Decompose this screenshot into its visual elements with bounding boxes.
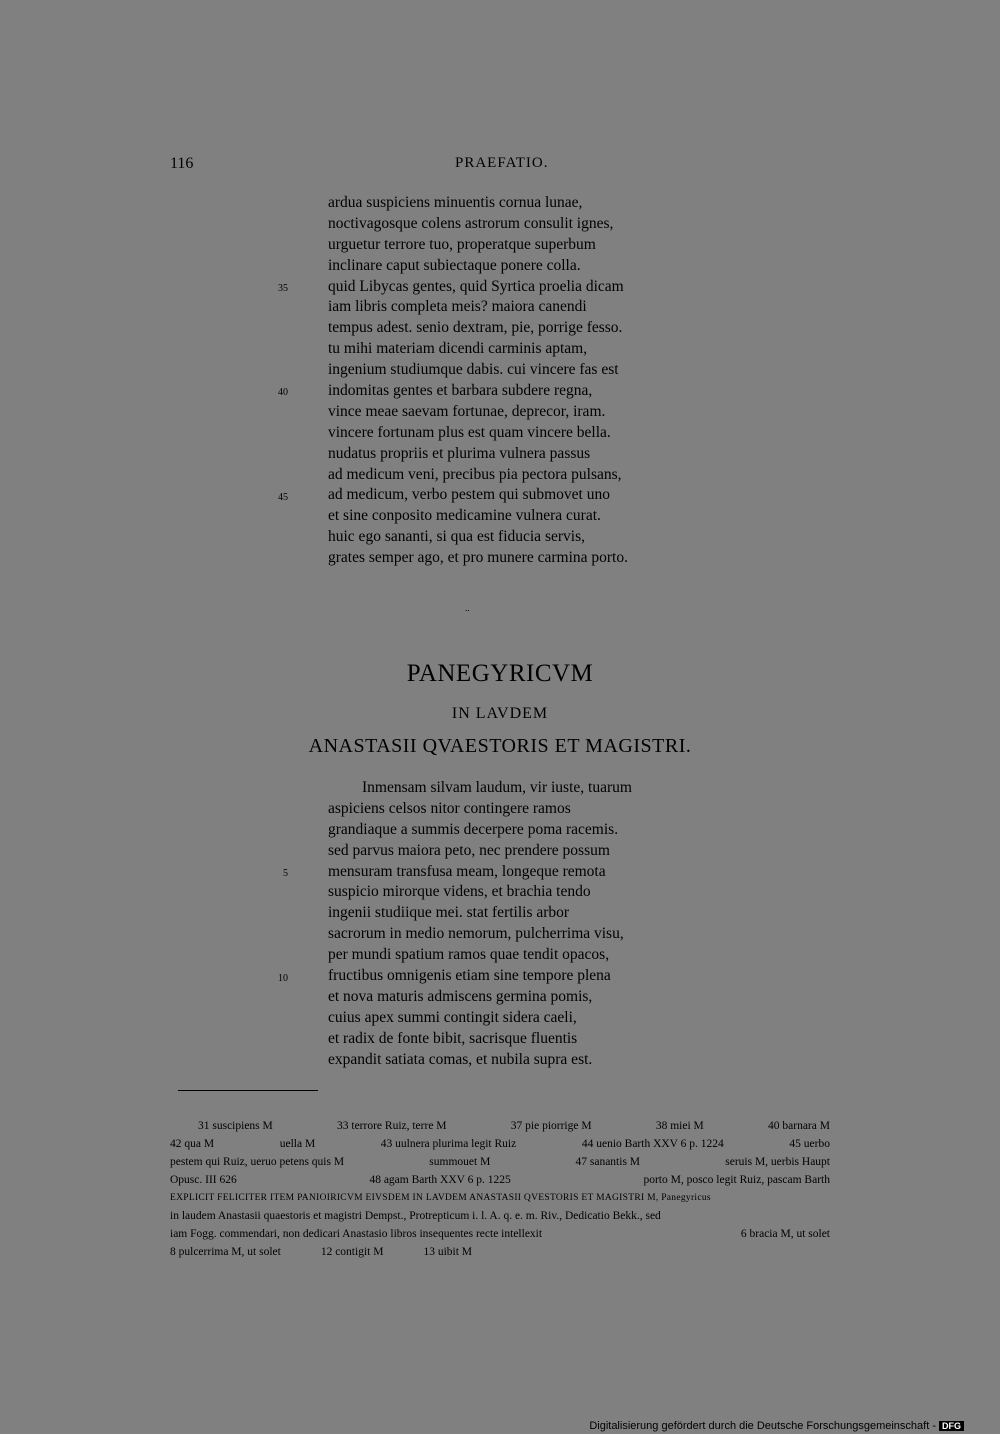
poem-line: sacrorum in medio nemorum, pulcherrima visu, [328, 925, 624, 943]
apparatus-note: 43 uulnera plurima legit Ruiz [380, 1138, 517, 1150]
verse-line: vincere fortunam plus est quam vincere bella. [328, 423, 611, 441]
line-number: 35 [278, 283, 288, 294]
apparatus-note: summouet M [429, 1156, 491, 1168]
verse-line: urguetur terrore tuo, properatque superbum [328, 235, 596, 253]
apparatus-note: 6 bracia M, ut solet [740, 1228, 830, 1240]
apparatus-note: 40 barnara M [768, 1120, 830, 1132]
apparatus-note: in laudem Anastasii quaestoris et magistri Dempst., Protrepticum i. l. A. q. e. m. Riv., Dedicatio Bekk., sed [170, 1210, 661, 1222]
apparatus-note: Opusc. III 626 [170, 1174, 237, 1186]
apparatus-note: 37 pie piorrige M [510, 1120, 592, 1132]
section-subtitle: IN LAVDEM [451, 705, 549, 722]
poem-line: suspicio mirorque videns, et brachia tendo [328, 883, 591, 901]
poem-line: fructibus omnigenis etiam sine tempore plena [328, 967, 611, 985]
verse-line: inclinare caput subiectaque ponere colla. [328, 256, 581, 274]
poem-line: et nova maturis admiscens germina pomis, [328, 987, 593, 1005]
verse-line: tempus adest. senio dextram, pie, porrige fesso. [328, 319, 623, 337]
apparatus-note: 44 uenio Barth XXV 6 p. 1224 [581, 1138, 724, 1150]
poem-line: sed parvus maiora peto, nec prendere possum [328, 841, 610, 859]
line-number: 45 [278, 492, 288, 503]
page-number: 116 [170, 155, 194, 172]
line-number: 5 [283, 868, 288, 879]
verse-line: vince meae saevam fortunae, deprecor, iram. [328, 402, 606, 420]
separator-dots: .. [465, 603, 470, 613]
apparatus-line [170, 1243, 830, 1261]
poem-line: aspiciens celsos nitor contingere ramos [328, 799, 571, 817]
apparatus-note: 12 contigit M [320, 1246, 384, 1258]
apparatus-note: EXPLICIT FELICITER ITEM PANIOIRICVM EIVSDEM IN LAVDEM ANASTASII QVESTORIS ET MAGISTRI M, Panegyricus [170, 1193, 711, 1203]
apparatus-line [170, 1135, 830, 1153]
poem-line: mensuram transfusa meam, longeque remota [328, 862, 606, 880]
apparatus-note: pestem qui Ruiz, ueruo petens quis M [170, 1156, 345, 1168]
apparatus-note: porto M, posco legit Ruiz, pascam Barth [643, 1174, 830, 1186]
poem-line: grandiaque a summis decerpere poma racemis. [328, 820, 619, 838]
preface-verse [328, 193, 748, 569]
apparatus-line [170, 1153, 830, 1171]
line-number: 10 [278, 973, 288, 984]
credit-text: Digitalisierung gefördert durch die Deutsche Forschungsgemeinschaft - [589, 1420, 936, 1432]
panegyric-poem [328, 778, 748, 1070]
digitization-credit [589, 1420, 964, 1432]
verse-line: grates semper ago, et pro munere carmina porto. [328, 549, 628, 567]
apparatus-note: 38 miei M [655, 1120, 704, 1132]
apparatus-line [170, 1207, 830, 1225]
apparatus-note: seruis M, uerbis Haupt [725, 1156, 830, 1168]
verse-line: nudatus propriis et plurima vulnera passus [328, 444, 591, 462]
apparatus-note: 48 agam Barth XXV 6 p. 1225 [369, 1174, 511, 1186]
verse-line: iam libris completa meis? maiora canendi [328, 298, 587, 316]
critical-apparatus [170, 1117, 830, 1261]
poem-line: per mundi spatium ramos quae tendit opacos, [328, 946, 610, 964]
apparatus-note: 42 qua M [170, 1138, 215, 1150]
apparatus-note: iam Fogg. commendari, non dedicari Anastasio libros insequentes recte intellexit [170, 1228, 543, 1240]
line-number: 40 [278, 387, 288, 398]
apparatus-note: 31 suscipiens M [198, 1120, 273, 1132]
verse-line: ardua suspiciens minuentis cornua lunae, [328, 194, 583, 211]
verse-line: indomitas gentes et barbara subdere regna, [328, 382, 593, 400]
apparatus-note: 47 sanantis M [575, 1156, 641, 1168]
apparatus-line [170, 1225, 830, 1243]
verse-line: tu mihi materiam dicendi carminis aptam, [328, 340, 588, 358]
verse-line: ingenium studiumque dabis. cui vincere fas est [328, 361, 619, 379]
apparatus-note: uella M [279, 1138, 316, 1150]
dfg-logo: DFG [939, 1421, 964, 1431]
poem-line: ingenii studiique mei. stat fertilis arbor [328, 904, 570, 922]
verse-line: huic ego sananti, si qua est fiducia servis, [328, 528, 585, 546]
poem-line: Inmensam silvam laudum, vir iuste, tuarum [362, 779, 632, 796]
poem-line: et radix de fonte bibit, sacrisque fluentis [328, 1029, 578, 1047]
running-title: PRAEFATIO. [455, 155, 549, 171]
section-title: PANEGYRICVM [406, 660, 594, 687]
verse-line: quid Libycas gentes, quid Syrtica proelia dicam [328, 277, 624, 295]
poem-line: cuius apex summi contingit sidera caeli, [328, 1008, 577, 1026]
poem-line: expandit satiata comas, et nubila supra est. [328, 1050, 593, 1068]
verse-line: ad medicum, verbo pestem qui submovet uno [328, 486, 610, 504]
verse-line: et sine conposito medicamine vulnera curat. [328, 507, 601, 525]
section-subtitle-2: ANASTASII QVAESTORIS ET MAGISTRI. [308, 735, 692, 757]
apparatus-note: 13 uibit M [423, 1246, 473, 1258]
apparatus-note: 8 pulcerrima M, ut solet [170, 1246, 281, 1258]
apparatus-line [170, 1171, 830, 1189]
apparatus-line [170, 1117, 830, 1135]
apparatus-note: 33 terrore Ruiz, terre M [337, 1120, 447, 1132]
apparatus-line [170, 1189, 830, 1207]
footnote-rule [178, 1090, 318, 1091]
verse-line: noctivagosque colens astrorum consulit ignes, [328, 214, 614, 232]
verse-line: ad medicum veni, precibus pia pectora pulsans, [328, 465, 622, 483]
apparatus-note: 45 uerbo [789, 1138, 830, 1150]
